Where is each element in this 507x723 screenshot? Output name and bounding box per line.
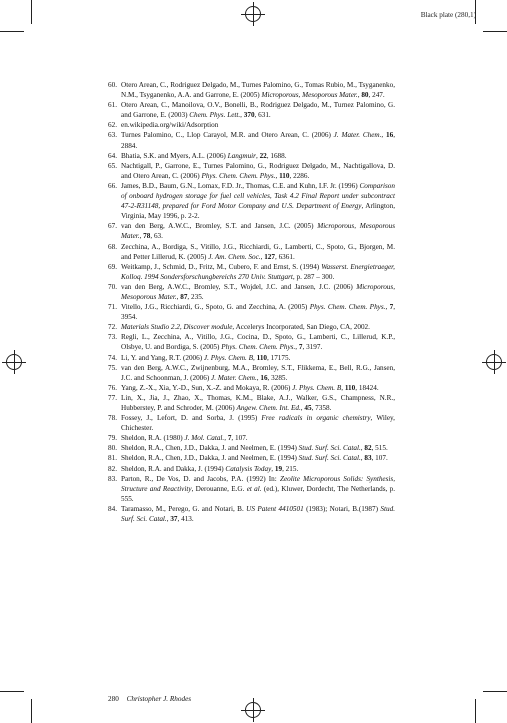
reference-number: 73. bbox=[108, 333, 117, 342]
reference-number: 77. bbox=[108, 393, 117, 402]
reference-text: , 413. bbox=[177, 515, 194, 524]
reference-italic-text: US Patent 4410501 bbox=[246, 504, 304, 513]
reference-italic-text: Chem. Phys. Lett. bbox=[189, 111, 241, 120]
reference-text: , 631. bbox=[254, 111, 271, 120]
reference-text: Otero Arean, C., Manoilova, O.V., Bonelli, B., Rodriguez Delgado, M., Turnez Palomino, G. and Garrone, E. (2003) bbox=[121, 101, 395, 120]
reference-text: , 18424. bbox=[355, 383, 379, 392]
reference-text: , bbox=[224, 434, 228, 443]
reference-item bbox=[108, 161, 395, 181]
reference-item bbox=[108, 181, 395, 221]
reference-italic-text: J. Mater. Chem. bbox=[333, 131, 382, 140]
reference-item bbox=[108, 151, 395, 161]
reference-volume: 82 bbox=[364, 444, 372, 453]
crop-mark-bottom-right-h bbox=[483, 691, 507, 692]
reference-text: James, B.D., Baum, G.N., Lomax, F.D. Jr., Thomas, C.E. and Kuhn, I.F. Jr. (1996) bbox=[121, 181, 360, 190]
reference-item bbox=[108, 302, 395, 322]
reference-text: Weitkamp, J., Schmid, D., Fritz, M., Cubero, F. and Ernst, S. (1994) bbox=[121, 262, 322, 271]
reference-text: Parton, R., De Vos, D. and Jacobs, P.A. (1992) In: bbox=[121, 474, 280, 483]
reference-number: 62. bbox=[108, 121, 117, 130]
reference-text: , bbox=[300, 404, 305, 412]
reference-number: 75. bbox=[108, 363, 117, 372]
reference-text: , bbox=[385, 303, 390, 312]
reference-number: 78. bbox=[108, 414, 117, 423]
reference-text: Nachtigall, P., Garrone, E., Turnes Palomino, G., Rodriguez Delgado, M., Nachtigallova, D. and Otero Arean, C. (2006) bbox=[121, 161, 395, 180]
reference-text: , 63. bbox=[150, 232, 163, 241]
reference-volume: 110 bbox=[256, 353, 268, 362]
reference-text: , Arlington, Virginia, May 1996, p. 2-2. bbox=[121, 202, 396, 221]
reference-italic-text: Phys. Chem. Chem. Phys. bbox=[309, 303, 386, 312]
reference-number: 76. bbox=[108, 383, 117, 392]
reference-text: Vitello, J.G., Ricchiardi, G., Spoto, G. and Zecchina, A. (2005) bbox=[121, 303, 310, 312]
reference-italic-text: Angew. Chem. Int. Ed. bbox=[236, 404, 301, 412]
reference-text: , 7358. bbox=[311, 404, 332, 412]
reference-text: , 2884. bbox=[121, 131, 395, 150]
reference-volume: 45 bbox=[304, 404, 312, 412]
reference-text: , p. 287 – 300. bbox=[292, 272, 335, 281]
reference-volume: 16 bbox=[260, 373, 268, 382]
reference-item bbox=[108, 130, 395, 150]
reference-text: , bbox=[295, 343, 299, 352]
reference-number: 70. bbox=[108, 282, 117, 291]
reference-text: van den Berg, A.W.C., Zwijnenburg, M.A., Bromley, S.T., Flikkema, E., Bell, R.G., Jansen, J.C. and Schoonman, J. (2006) bbox=[121, 363, 395, 382]
reference-number: 84. bbox=[108, 504, 117, 513]
reference-text: , bbox=[260, 252, 265, 261]
reference-text: , 235. bbox=[187, 292, 204, 301]
reference-item bbox=[108, 443, 395, 453]
reference-text: , bbox=[176, 292, 181, 301]
reference-italic-text: J. Am. Chem. Soc. bbox=[208, 252, 261, 261]
reference-item bbox=[108, 413, 395, 433]
reference-text: Sheldon, R.A. (1980) bbox=[121, 434, 185, 443]
reference-text: , bbox=[360, 444, 365, 453]
reference-volume: 110 bbox=[279, 171, 290, 180]
reference-item bbox=[108, 504, 395, 524]
reference-volume: 22 bbox=[259, 151, 267, 160]
reference-text: , bbox=[240, 111, 244, 120]
reference-number: 69. bbox=[108, 262, 117, 271]
reference-text: , Derouanne, E.G. bbox=[191, 484, 247, 493]
reference-italic-text: Wasserst. Energietraeger, Kolloq. 1994 Sondersforschungbereichs 270 Univ. Stuttgart bbox=[121, 262, 395, 281]
reference-volume: 7 bbox=[389, 303, 394, 312]
reference-text: , 3197. bbox=[302, 343, 323, 352]
reference-text: , 107. bbox=[371, 454, 388, 463]
reference-text: Sheldon, R.A., Chen, J.D., Dakka, J. and Neelmen, E. (1994) bbox=[121, 444, 299, 453]
registration-mark-left bbox=[6, 354, 22, 370]
reference-list bbox=[108, 80, 395, 524]
reference-italic-text: Microporous, Mesoporous Mater. bbox=[261, 91, 358, 100]
reference-italic-text: Comparison of onboard hydrogen storage for fuel cell vehicles, Task 4.2 Final Report under subcontract 47-2-R31148, prepared for Ford Motor Company and U.S. Department of Energy bbox=[121, 181, 395, 211]
reference-volume: 127 bbox=[264, 252, 275, 261]
reference-italic-text: J. Phys. Chem. B bbox=[203, 353, 254, 362]
reference-item bbox=[108, 100, 395, 120]
reference-italic-text: Stud. Surf. Sci. Catal. bbox=[298, 444, 361, 453]
reference-italic-text: Catalysis Today bbox=[225, 464, 272, 473]
reference-number: 60. bbox=[108, 81, 117, 89]
reference-number: 67. bbox=[108, 222, 117, 231]
reference-volume: 19 bbox=[274, 464, 283, 473]
reference-number: 74. bbox=[108, 353, 117, 362]
reference-italic-text: Stud. Surf. Sci. Catal. bbox=[121, 504, 395, 524]
reference-item bbox=[108, 80, 395, 100]
crop-mark-top-left-h bbox=[0, 31, 24, 32]
reference-text: Regli, L., Zecchina, A., Vitillo, J.G., Cocina, D., Spoto, G., Lamberti, C., Lillerud, K.P., Olsbye, U. and Bordiga, S. (2005) bbox=[121, 333, 395, 352]
reference-number: 82. bbox=[108, 464, 117, 473]
reference-text: , 1688. bbox=[266, 151, 287, 160]
reference-item bbox=[108, 433, 395, 443]
reference-text: , 3285. bbox=[267, 373, 288, 382]
reference-number: 83. bbox=[108, 474, 117, 483]
registration-mark-bottom bbox=[245, 702, 261, 718]
reference-italic-text: Materials Studio 2.2, Discover module bbox=[121, 323, 233, 332]
page-number: 280 bbox=[108, 695, 119, 703]
crop-mark-bottom-left-h bbox=[0, 691, 24, 692]
reference-text: Turnes Palomino, C., Llop Carayol, M.R. and Otero Arean, C. (2006) bbox=[121, 131, 334, 140]
reference-text: , Wiley, Chichester. bbox=[121, 414, 395, 433]
reference-italic-text: J. Mater. Chem. bbox=[211, 373, 257, 382]
reference-text: en.wikipedia.org/wiki/Adsorption bbox=[121, 121, 219, 130]
reference-text: , 6361. bbox=[274, 252, 295, 261]
reference-number: 72. bbox=[108, 323, 117, 332]
reference-text: Taramasso, M., Perego, G. and Notari, B. bbox=[121, 504, 247, 513]
reference-item bbox=[108, 353, 395, 363]
reference-text: , 3954. bbox=[121, 303, 396, 322]
reference-text: van den Berg, A.W.C., Bromley, S.T. and Jansen, J.C. (2005) bbox=[121, 222, 318, 231]
reference-item bbox=[108, 120, 395, 130]
reference-text: Yang, Z.-X., Xia, Y.-D., Sun, X.-Z. and Mokaya, R. (2006) bbox=[121, 383, 293, 392]
reference-text: , bbox=[256, 373, 261, 382]
reference-text: , bbox=[271, 464, 275, 473]
reference-italic-text: Phys. Chem. Chem. Phys. bbox=[221, 343, 296, 352]
reference-text: van den Berg, A.W.C., Bromley, S.T., Wojdel, J.C. and Jansen, J.C. (2006) bbox=[121, 282, 357, 291]
reference-item bbox=[108, 282, 395, 302]
reference-text: , 215. bbox=[282, 464, 299, 473]
reference-text: , bbox=[360, 454, 365, 463]
reference-italic-text: et al. bbox=[246, 484, 262, 493]
reference-text: Bhatia, S.K. and Myers, A.L. (2006) bbox=[121, 151, 228, 160]
reference-text: , bbox=[275, 171, 280, 180]
reference-item bbox=[108, 322, 395, 332]
reference-text: Lin, X., Jia, J., Zhao, X., Thomas, K.M., Blake, A.J., Walker, G.S., Champness, N.R., Hubberstey, P. and Schroder, M. (2006) bbox=[121, 393, 395, 412]
reference-volume: 37 bbox=[170, 515, 178, 524]
reference-italic-text: Microporous, Mesoporous Mater. bbox=[121, 282, 395, 301]
crop-mark-bottom-left-v bbox=[31, 699, 32, 723]
reference-text: , bbox=[253, 353, 257, 362]
reference-italic-text: Langmuir bbox=[227, 151, 256, 160]
reference-italic-text: Phys. Chem. Chem. Phys. bbox=[201, 171, 276, 180]
reference-volume: 78 bbox=[143, 232, 151, 241]
reference-number: 61. bbox=[108, 101, 117, 110]
reference-text: Otero Arean, C., Rodriguez Delgado, M., Turnes Palomino, G., Tomas Rubio, M., Tsyganenko, N.M., Tsyganenko, A.A. and Garrone, E. (2005) bbox=[121, 81, 395, 100]
reference-item bbox=[108, 453, 395, 463]
crop-mark-top-right-h bbox=[483, 31, 507, 32]
reference-number: 66. bbox=[108, 181, 117, 190]
reference-number: 64. bbox=[108, 151, 117, 160]
reference-text: , bbox=[255, 151, 260, 160]
reference-item bbox=[108, 242, 395, 262]
reference-italic-text: Stud. Surf. Sci. Catal. bbox=[298, 454, 361, 463]
reference-text: (1983); Notari, B.(1987) bbox=[303, 504, 381, 513]
reference-text: , 247. bbox=[368, 91, 385, 100]
reference-number: 63. bbox=[108, 131, 117, 140]
reference-item bbox=[108, 393, 395, 413]
reference-text: Sheldon, R.A. and Dakka, J. (1994) bbox=[121, 464, 226, 473]
reference-number: 68. bbox=[108, 242, 117, 251]
reference-volume: 7 bbox=[298, 343, 303, 352]
reference-text: Sheldon, R.A., Chen, J.D., Dakka, J. and Neelmen, E. (1994) bbox=[121, 454, 299, 463]
reference-item bbox=[108, 363, 395, 383]
black-plate-label: Black plate (280,1) bbox=[420, 11, 476, 19]
registration-mark-right bbox=[486, 354, 502, 370]
reference-text: , 515. bbox=[371, 444, 388, 453]
reference-text: , 2286. bbox=[289, 171, 310, 180]
reference-volume: 80 bbox=[361, 91, 369, 100]
reference-italic-text: J. Phys. Chem. B bbox=[292, 383, 342, 392]
reference-text: , Accelerys Incorporated, San Diego, CA, 2002. bbox=[232, 323, 370, 332]
reference-italic-text: Free radicals in organic chemistry bbox=[261, 414, 371, 423]
page-footer bbox=[108, 695, 191, 703]
running-author: Christopher J. Rhodes bbox=[126, 695, 192, 703]
reference-item bbox=[108, 464, 395, 474]
reference-number: 79. bbox=[108, 434, 117, 443]
reference-text: (ed.), Kluwer, Dordecht, The Netherlands, p. 555. bbox=[121, 484, 395, 503]
reference-item bbox=[108, 383, 395, 393]
reference-volume: 16 bbox=[386, 131, 394, 140]
reference-italic-text: J. Mol. Catal. bbox=[184, 434, 225, 443]
reference-volume: 370 bbox=[243, 111, 255, 120]
reference-text: Fossey, J., Lefort, D. and Sorba, J. (1995) bbox=[121, 414, 262, 423]
reference-text: Zecchina, A., Bordiga, S., Vitillo, J.G., Ricchiardi, G., Lamberti, C., Spoto, G., Bjorgen, M. and Petter Lillerud, K. (2005) bbox=[121, 242, 395, 261]
crop-mark-bottom-right-v bbox=[475, 699, 476, 723]
reference-text: , bbox=[381, 131, 387, 140]
reference-text: , bbox=[357, 91, 362, 100]
reference-text: , bbox=[166, 515, 171, 524]
reference-item bbox=[108, 262, 395, 282]
reference-item bbox=[108, 332, 395, 352]
reference-number: 81. bbox=[108, 454, 117, 463]
reference-text: , 107. bbox=[231, 434, 248, 443]
reference-text: , bbox=[341, 383, 345, 392]
reference-item bbox=[108, 221, 395, 241]
reference-volume: 7 bbox=[227, 434, 232, 443]
reference-volume: 83 bbox=[364, 454, 372, 463]
reference-number: 65. bbox=[108, 161, 117, 170]
reference-volume: 87 bbox=[180, 292, 188, 301]
reference-text: , 17175. bbox=[267, 353, 291, 362]
reference-number: 80. bbox=[108, 444, 117, 453]
crop-mark-top-left-v bbox=[31, 0, 32, 24]
reference-item bbox=[108, 474, 395, 504]
reference-volume: 110 bbox=[344, 383, 356, 392]
registration-mark-top bbox=[245, 6, 261, 22]
reference-italic-text: Zeolite Microporous Solids: Synthesis, Structure and Reactivity bbox=[121, 474, 395, 493]
reference-text: , bbox=[139, 232, 144, 241]
reference-italic-text: Microporous, Mesoporous Mater. bbox=[121, 222, 395, 241]
reference-text: Li, Y. and Yang, R.T. (2006) bbox=[121, 353, 204, 362]
reference-number: 71. bbox=[108, 303, 117, 312]
